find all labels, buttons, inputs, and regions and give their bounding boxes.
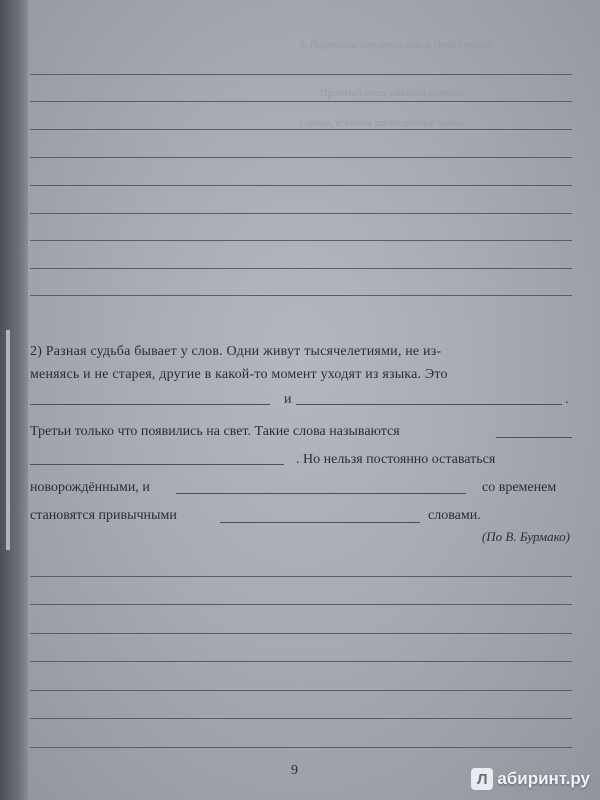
fill-blank[interactable] — [496, 437, 572, 438]
writing-line — [30, 185, 572, 186]
bleed-through-text: 8. Подчеркни основную мысль (тему) текста — [300, 40, 491, 51]
bleed-through-text: Спиши, вставляя пропущенные буквы — [300, 118, 463, 129]
writing-line — [30, 576, 572, 577]
spine-shadow — [0, 0, 28, 800]
writing-line — [30, 295, 572, 296]
period-text: . — [565, 392, 569, 407]
labirint-watermark — [471, 768, 590, 790]
exercise-text-line: новорождёнными, и — [30, 480, 150, 495]
writing-line — [30, 604, 572, 605]
exercise-text-line: . Но нельзя постоянно оставаться — [296, 452, 496, 467]
writing-line — [30, 718, 572, 719]
writing-line — [30, 633, 572, 634]
watermark-text: абиринт.ру — [497, 769, 590, 788]
exercise-text-line: со временем — [482, 480, 557, 495]
fill-blank[interactable] — [30, 464, 284, 465]
writing-line — [30, 74, 572, 75]
exercise-text-line: словами. — [428, 508, 481, 523]
fill-blank[interactable] — [30, 404, 270, 405]
bleed-through-text: Прочитай текст, объясни значение — [320, 88, 466, 99]
author-citation: (По В. Бурмако) — [481, 529, 570, 544]
writing-line — [30, 747, 572, 748]
fill-blank[interactable] — [296, 404, 562, 405]
fill-blank[interactable] — [176, 493, 466, 494]
conjunction-text: и — [284, 392, 292, 407]
page-number: 9 — [291, 763, 298, 778]
writing-line — [30, 157, 572, 158]
exercise-text-line: Третьи только что появились на свет. Такие слова называются — [30, 424, 400, 439]
writing-line — [30, 101, 572, 102]
writing-line — [30, 240, 572, 241]
page-edge — [6, 330, 10, 550]
writing-line — [30, 129, 572, 130]
writing-line — [30, 268, 572, 269]
exercise-text-line: меняясь и не старея, другие в какой-то момент уходят из языка. Это — [30, 367, 448, 382]
writing-line — [30, 690, 572, 691]
exercise-text-line: становятся привычными — [30, 508, 177, 523]
fill-blank[interactable] — [220, 522, 420, 523]
labirint-logo-icon: Л — [471, 768, 493, 790]
exercise-text-line: 2) Разная судьба бывает у слов. Одни живут тысячелетиями, не из- — [30, 344, 442, 359]
writing-line — [30, 213, 572, 214]
writing-line — [30, 661, 572, 662]
